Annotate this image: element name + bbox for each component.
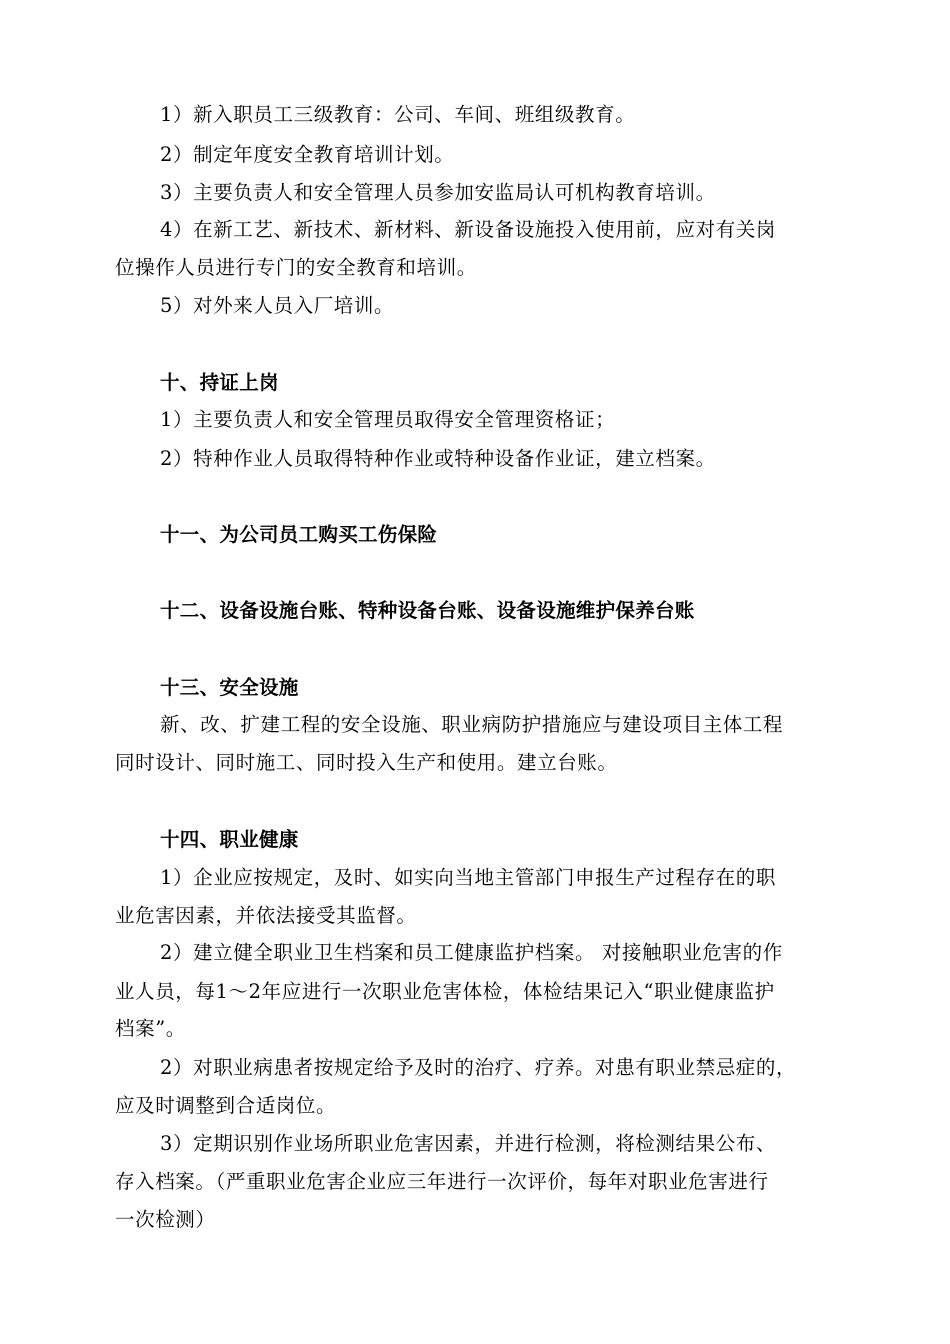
health-item-3-line-1: 2）对职业病患者按规定给予及时的治疗、疗养。对患有职业禁忌症的， (160, 1056, 797, 1079)
health-item-4-line-1: 3）定期识别作业场所职业危害因素，并进行检测，将检测结果公布、 (160, 1132, 777, 1155)
safety-facilities-line-2: 同时设计、同时施工、同时投入生产和使用。建立台账。 (115, 751, 618, 774)
section-heading-14: 十四、职业健康 (160, 828, 299, 851)
health-item-4-line-2: 存入档案。（严重职业危害企业应三年进行一次评价，每年对职业危害进行 (115, 1170, 769, 1193)
health-item-3-line-2: 应及时调整到合适岗位。 (115, 1094, 337, 1117)
safety-facilities-line-1: 新、改、扩建工程的安全设施、职业病防护措施应与建设项目主体工程 (160, 713, 784, 736)
certification-item-1: 1）主要负责人和安全管理员取得安全管理资格证； (160, 408, 616, 431)
section-heading-12: 十二、设备设施台账、特种设备台账、设备设施维护保养台账 (160, 599, 695, 622)
training-item-4-line-1: 4）在新工艺、新技术、新材料、新设备设施投入使用前，应对有关岗 (160, 218, 777, 241)
health-item-2-line-2: 业人员，每1～2年应进行一次职业危害体检，体检结果记入“职业健康监护 (115, 980, 775, 1003)
section-heading-11: 十一、为公司员工购买工伤保险 (160, 523, 438, 546)
training-item-5: 5）对外来人员入厂培训。 (160, 294, 395, 317)
training-item-3: 3）主要负责人和安全管理人员参加安监局认可机构教育培训。 (160, 181, 716, 204)
training-item-4-line-2: 位操作人员进行专门的安全教育和培训。 (115, 256, 477, 279)
training-item-1: 1）新入职员工三级教育：公司、车间、班组级教育。 (160, 103, 636, 126)
health-item-2-line-1: 2）建立健全职业卫生档案和员工健康监护档案。 对接触职业危害的作 (160, 941, 783, 964)
certification-item-2: 2）特种作业人员取得特种作业或特种设备作业证，建立档案。 (160, 447, 716, 470)
health-item-4-line-3: 一次检测） (115, 1208, 216, 1231)
health-item-1-line-2: 业危害因素，并依法接受其监督。 (115, 904, 417, 927)
health-item-1-line-1: 1）企业应按规定，及时、如实向当地主管部门申报生产过程存在的职 (160, 866, 777, 889)
section-heading-10: 十、持证上岗 (160, 371, 279, 394)
section-heading-13: 十三、安全设施 (160, 676, 299, 699)
training-item-2: 2）制定年度安全教育培训计划。 (160, 143, 455, 166)
health-item-2-line-3: 档案”。 (115, 1017, 186, 1040)
